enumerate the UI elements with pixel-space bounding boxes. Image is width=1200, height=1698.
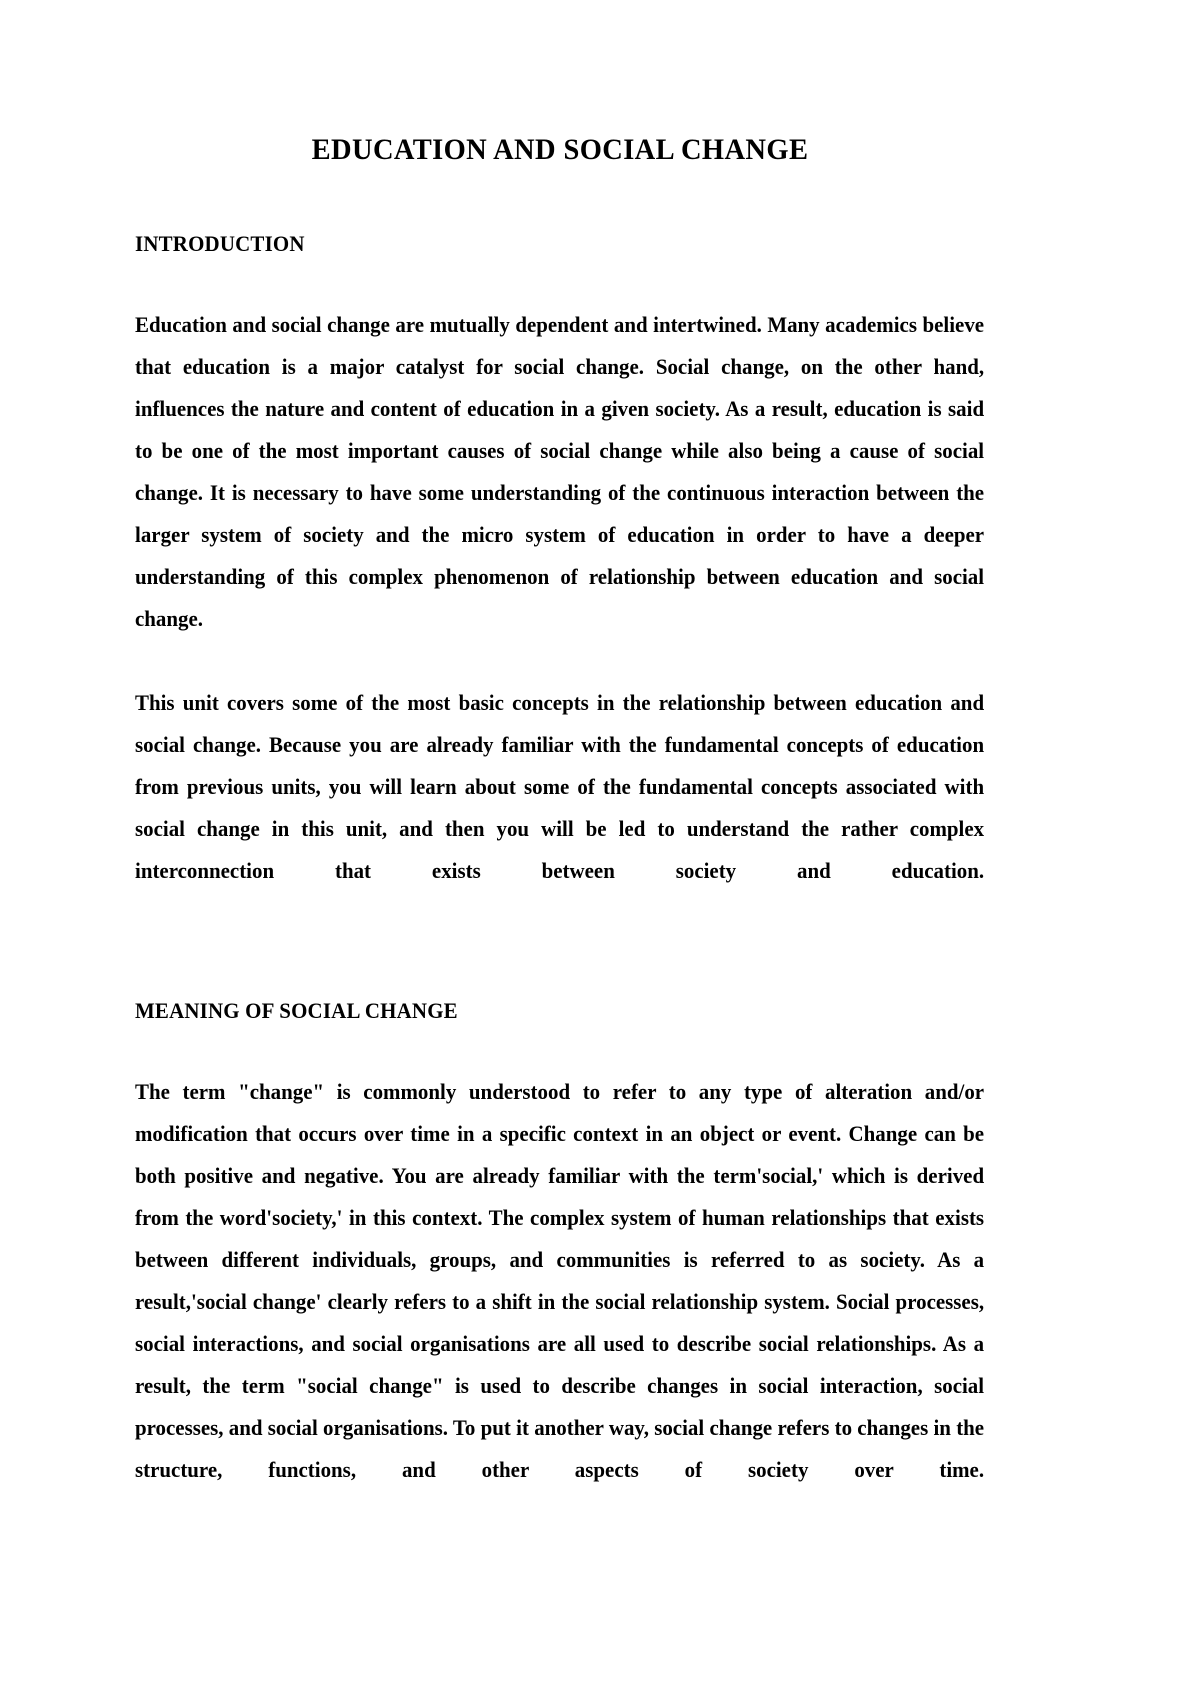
section-heading-introduction: INTRODUCTION <box>135 231 305 256</box>
document-content <box>135 0 985 1533</box>
paragraph-meaning-1: The term "change" is commonly understood to refer to any type of alteration and/or modification that occurs over time in a specific context in an object or event. Change can be both positive and negative. You are already familiar with the term'social,' which is derived from the word'society,' in this context. The complex system of human relationships that exists between different individuals, groups, and communities is referred to as society. As a result,'social change' clearly refers to a shift in the social relationship system. Social processes, social interactions, and social organisations are all used to describe social relationships. As a result, the term "social change" is used to describe changes in social interaction, social processes, and social organisations. To put it another way, social change refers to changes in the structure, functions, and other aspects of society over time. <box>135 1079 985 1482</box>
section-heading-meaning-of-social-change: MEANING OF SOCIAL CHANGE <box>135 998 458 1023</box>
paragraph-introduction-2: This unit covers some of the most basic concepts in the relationship between education and social change. Because you are already familiar with the fundamental concepts of education from previous units, you will learn about some of the fundamental concepts associated with social change in this unit, and then you will be led to understand the rather complex interconnection that exists between society and education. <box>135 690 985 883</box>
paragraph-introduction-1: Education and social change are mutually dependent and intertwined. Many academics believe that education is a major catalyst for social change. Social change, on the other hand, influences the nature and content of education in a given society. As a result, education is said to be one of the most important causes of social change while also being a cause of social change. It is necessary to have some understanding of the continuous interaction between the larger system of society and the micro system of education in order to have a deeper understanding of this complex phenomenon of relationship between education and social change. <box>135 312 985 631</box>
page-title: EDUCATION AND SOCIAL CHANGE <box>311 133 809 166</box>
